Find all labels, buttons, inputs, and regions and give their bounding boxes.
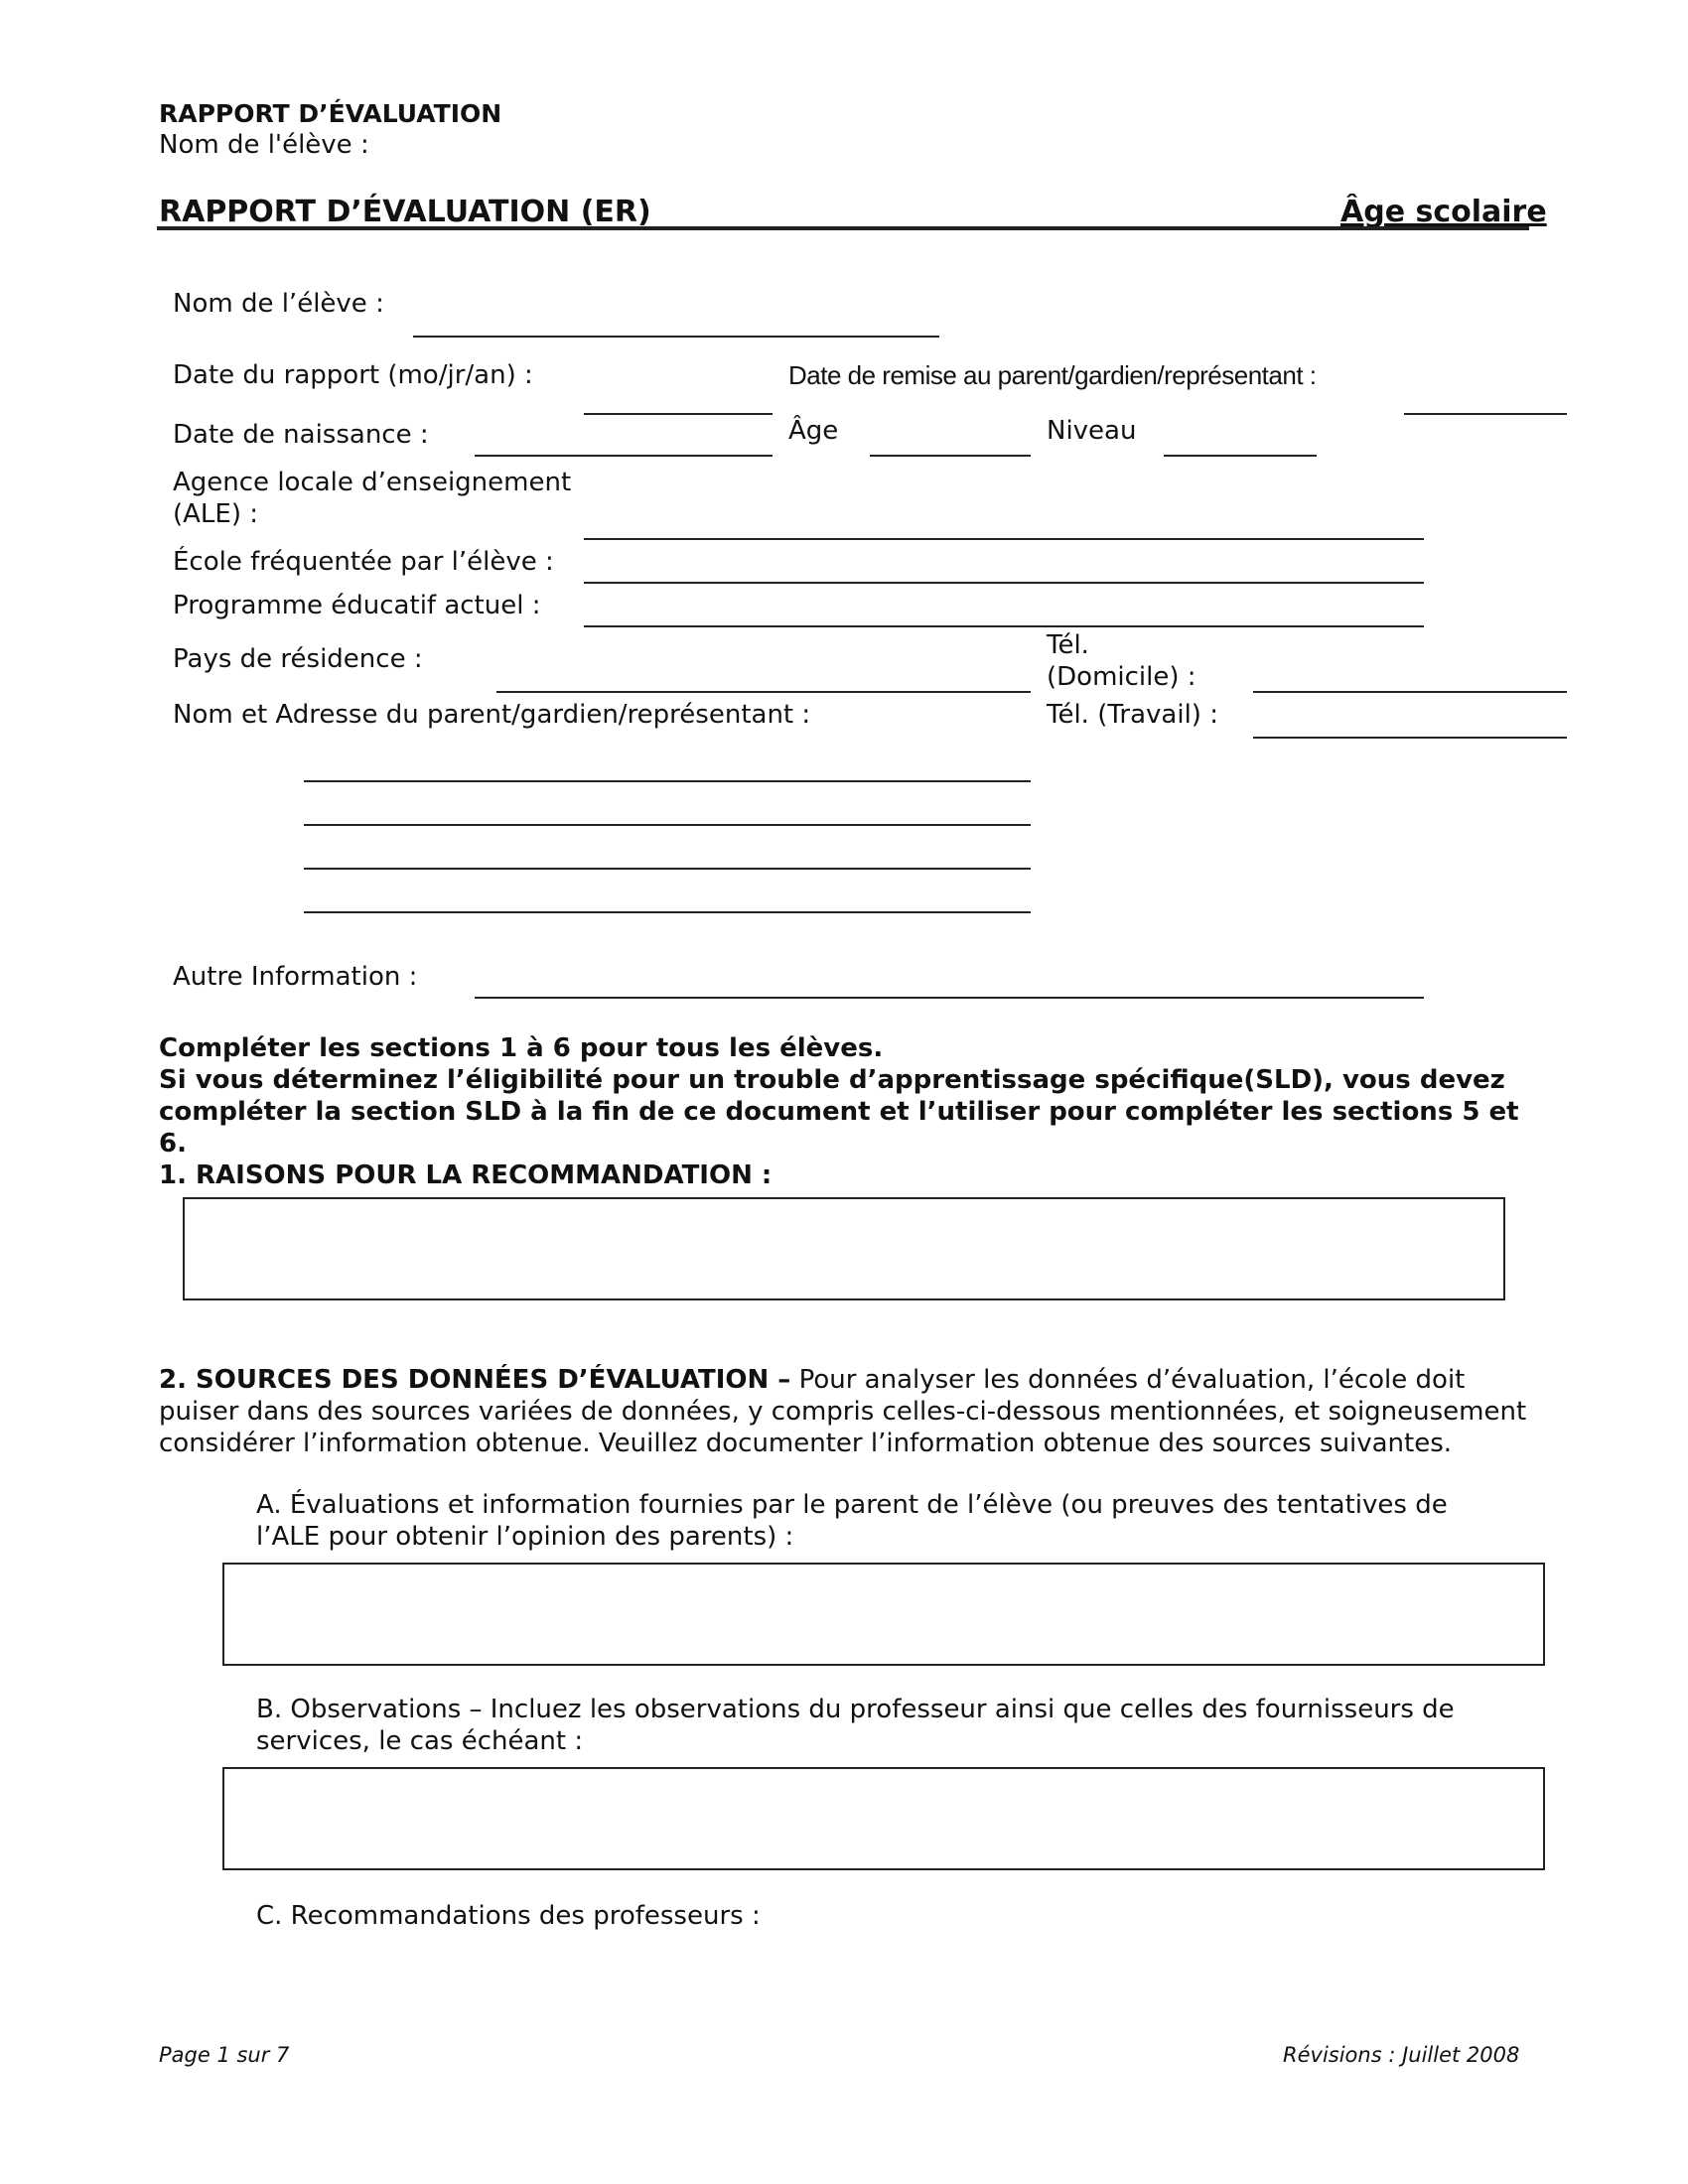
- other-info-field[interactable]: [475, 997, 1424, 999]
- student-name-field[interactable]: [413, 336, 939, 338]
- birth-date-label: Date de naissance :: [173, 420, 429, 450]
- parent-name-address-label: Nom et Adresse du parent/gardien/représentant :: [173, 700, 811, 730]
- footer-revision: Révisions : Juillet 2008: [1283, 2043, 1520, 2067]
- tel-work-label: Tél. (Travail) :: [1047, 700, 1218, 730]
- page-header-student-name-label: Nom de l'élève :: [159, 130, 369, 160]
- tel-work-field[interactable]: [1253, 737, 1567, 739]
- section2-b-box[interactable]: [222, 1767, 1545, 1870]
- grade-field[interactable]: [1164, 455, 1317, 457]
- section2-intro: Pour analyser les données d’évaluation, l’école doit puiser dans des sources variées de données, y compris celles-ci-dessous mentionnées, et soigneusement considérer l’information obtenue. Veuillez documenter l’information obtenue des sources suivantes.: [159, 1365, 1527, 1458]
- section2-a-label: A. Évaluations et information fournies par le parent de l’élève (ou preuves des tentatives de l’ALE pour obtenir l’opinion des parents) :: [256, 1490, 1448, 1552]
- delivery-date-label: Date de remise au parent/gardien/représentant :: [788, 360, 1317, 390]
- section1-title: 1. RAISONS POUR LA RECOMMANDATION :: [159, 1160, 773, 1190]
- age-category-label: Âge scolaire: [1340, 195, 1547, 229]
- age-label: Âge: [788, 416, 839, 446]
- section2-b-label: B. Observations – Incluez les observations du professeur ainsi que celles des fournisseurs de services, le cas échéant :: [256, 1695, 1455, 1756]
- school-field[interactable]: [584, 582, 1424, 584]
- title-rule: [157, 226, 1529, 230]
- section2-a-box[interactable]: [222, 1563, 1545, 1666]
- other-info-label: Autre Information :: [173, 962, 418, 992]
- page-header-title: RAPPORT D’ÉVALUATION: [159, 99, 502, 128]
- program-field[interactable]: [584, 625, 1424, 627]
- report-date-field[interactable]: [584, 413, 773, 415]
- page-title: RAPPORT D’ÉVALUATION (ER): [159, 195, 651, 229]
- section2-title: 2. SOURCES DES DONNÉES D’ÉVALUATION –: [159, 1365, 791, 1395]
- footer-page-number: Page 1 sur 7: [159, 2043, 290, 2067]
- tel-home-label-line2: (Domicile) :: [1047, 662, 1196, 692]
- section2-c-label: C. Recommandations des professeurs :: [256, 1901, 761, 1931]
- report-date-label: Date du rapport (mo/jr/an) :: [173, 360, 533, 390]
- agency-field[interactable]: [584, 538, 1424, 540]
- age-field[interactable]: [870, 455, 1031, 457]
- section1-reasons-box[interactable]: [183, 1197, 1505, 1300]
- parent-address-field-3[interactable]: [304, 868, 1031, 870]
- grade-label: Niveau: [1047, 416, 1137, 446]
- tel-home-label-line1: Tél.: [1047, 630, 1089, 660]
- instructions-line2: Si vous déterminez l’éligibilité pour un trouble d’apprentissage spécifique(SLD), vous devez compléter la section SLD à la fin de ce document et l’utiliser pour compléter les sections 5 et 6.: [159, 1065, 1519, 1159]
- agency-label-line2: (ALE) :: [173, 499, 259, 529]
- student-name-label: Nom de l’élève :: [173, 289, 384, 319]
- school-label: École fréquentée par l’élève :: [173, 547, 554, 577]
- tel-home-field[interactable]: [1253, 691, 1567, 693]
- parent-address-field-1[interactable]: [304, 780, 1031, 782]
- program-label: Programme éducatif actuel :: [173, 591, 541, 620]
- birth-date-field[interactable]: [475, 455, 773, 457]
- section2-paragraph: [159, 1364, 1529, 1459]
- agency-label-line1: Agence locale d’enseignement: [173, 468, 572, 497]
- country-field[interactable]: [496, 691, 1031, 693]
- instructions-line1: Compléter les sections 1 à 6 pour tous les élèves.: [159, 1033, 884, 1063]
- parent-address-field-4[interactable]: [304, 911, 1031, 913]
- delivery-date-field[interactable]: [1404, 413, 1567, 415]
- country-label: Pays de résidence :: [173, 644, 423, 674]
- parent-address-field-2[interactable]: [304, 824, 1031, 826]
